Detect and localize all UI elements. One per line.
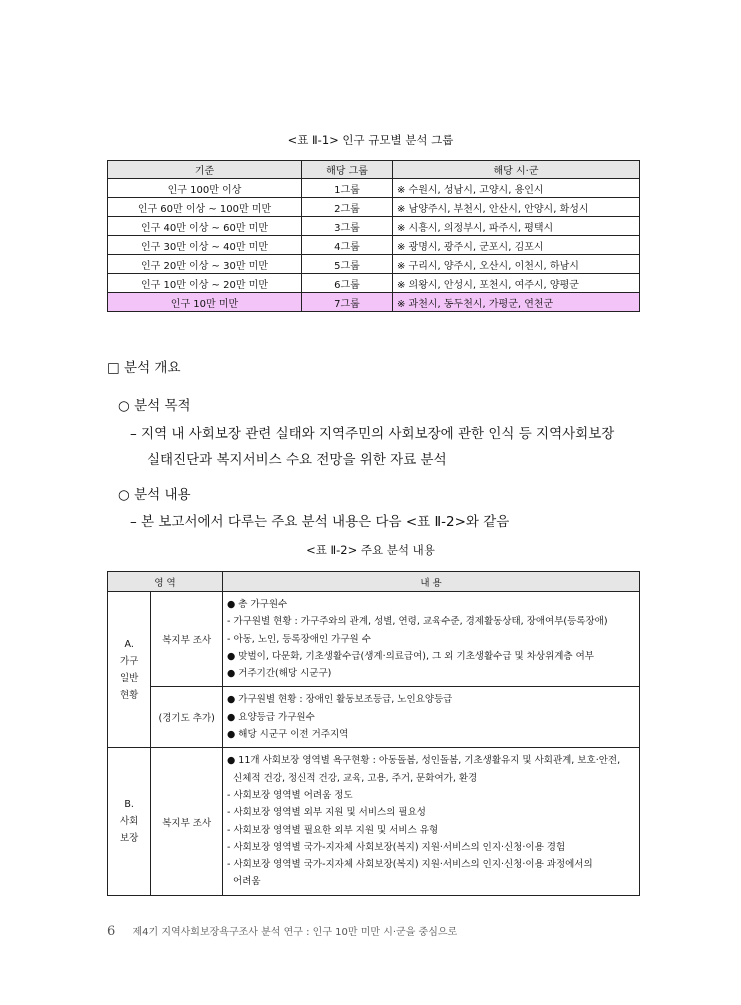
list-item: ● 거주기간(해당 시군구) [227,668,332,680]
footer-text: 제4기 지역사회보장욕구조사 분석 연구 : 인구 10만 미만 시·군을 중심으로 [132,927,458,938]
source-a1: 복지부 조사 [151,592,223,687]
cell-cities: ※ 남양주시, 부천시, 안산시, 안양시, 화성시 [393,198,640,217]
cell-cities: ※ 의왕시, 안성시, 포천시, 여주시, 양평군 [393,274,640,293]
purpose-line-2: 실태진단과 복지서비스 수요 전망을 위한 자료 분석 [147,452,447,468]
list-item: - 사회보장 영역별 외부 지원 및 서비스의 필요성 [227,807,426,819]
source-b: 복지부 조사 [151,748,223,895]
list-item: - 사회보장 영역별 국가-지자체 사회보장(복지) 지원·서비스의 인지·신청·이용 경험 [227,841,566,853]
cell-criteria: 인구 10만 이상 ~ 20만 미만 [108,274,302,293]
table2-caption: <표 Ⅱ-2> 주요 분석 내용 [306,543,435,557]
list-item: ● 가구원별 현황 : 장애인 활동보조등급, 노인요양등급 [227,694,453,706]
list-item: - 가구원별 현황 : 가구주와의 관계, 성별, 연령, 교육수준, 경제활동상태, 장애여부(등록장애) [227,616,608,628]
table-row-highlighted [108,293,640,312]
list-item: ● 요양등급 가구원수 [227,711,315,723]
table-header-row [108,572,640,592]
table-row [108,748,640,895]
cell-group: 7그룹 [302,293,393,312]
cell-criteria: 인구 10만 미만 [108,293,302,312]
analysis-content-table [107,571,640,896]
list-item: - 아동, 노인, 등록장애인 가구원 수 [227,633,371,645]
cell-group: 5그룹 [302,255,393,274]
table-header-row [108,161,640,179]
cell-cities: ※ 과천시, 동두천시, 가평군, 연천군 [393,293,640,312]
content-line-1: – 본 보고서에서 다루는 주요 분석 내용은 다음 <표 Ⅱ-2>와 같음 [130,514,510,530]
items-a1 [223,592,640,687]
table-row [108,687,640,748]
table-row [108,274,640,293]
cell-cities: ※ 수원시, 성남시, 고양시, 용인시 [393,179,640,198]
col-criteria: 기준 [108,161,302,179]
col-cities: 해당 시·군 [393,161,640,179]
cell-criteria: 인구 30만 이상 ~ 40만 미만 [108,236,302,255]
col-group: 해당 그룹 [302,161,393,179]
list-item: 신체적 건강, 정신적 건강, 교육, 고용, 주거, 문화여가, 환경 [227,772,478,784]
list-item: ● 해당 시군구 이전 거주지역 [227,729,349,741]
purpose-title: ○ 분석 목적 [118,398,191,414]
table-row [108,592,640,687]
table-row [108,236,640,255]
list-item: ● 11개 사회보장 영역별 욕구현황 : 아동돌봄, 성인돌봄, 기초생활유지 및 사회관계, 보호·안전, [227,755,621,767]
cell-criteria: 인구 40만 이상 ~ 60만 미만 [108,217,302,236]
page-number: 6 [107,924,116,939]
cell-group: 3그룹 [302,217,393,236]
cell-criteria: 인구 100만 이상 [108,179,302,198]
cell-cities: ※ 구리시, 양주시, 오산시, 이천시, 하남시 [393,255,640,274]
purpose-line-1: – 지역 내 사회보장 관련 실태와 지역주민의 사회보장에 관한 인식 등 지역사회보장 [130,426,615,442]
source-a2: (경기도 추가) [151,687,223,748]
items-b [223,748,640,895]
category-a: A. 가구 일반 현황 [108,592,151,748]
cell-cities: ※ 시흥시, 의정부시, 파주시, 평택시 [393,217,640,236]
list-item: - 사회보장 영역별 어려움 정도 [227,789,353,801]
list-item: - 사회보장 영역별 필요한 외부 지원 및 서비스 유형 [227,824,439,836]
population-group-table [107,160,640,312]
table1-caption: <표 Ⅱ-1> 인구 규모별 분석 그룹 [287,133,454,147]
category-b: B. 사회 보장 [108,748,151,895]
cell-group: 6그룹 [302,274,393,293]
cell-group: 1그룹 [302,179,393,198]
list-item: - 사회보장 영역별 국가-지자체 사회보장(복지) 지원·서비스의 인지·신청·이용 과정에서의 [227,859,593,871]
table-row [108,179,640,198]
col-area: 영 역 [108,572,223,592]
cell-criteria: 인구 60만 이상 ~ 100만 미만 [108,198,302,217]
list-item: ● 맞벌이, 다문화, 기초생활수급(생계·의료급여), 그 외 기초생활수급 및 차상위계층 여부 [227,650,594,662]
section-heading: □ 분석 개요 [107,360,181,376]
cell-criteria: 인구 20만 이상 ~ 30만 미만 [108,255,302,274]
table-row [108,217,640,236]
cell-cities: ※ 광명시, 광주시, 군포시, 김포시 [393,236,640,255]
col-content: 내 용 [223,572,640,592]
items-a2 [223,687,640,748]
table-row [108,255,640,274]
cell-group: 4그룹 [302,236,393,255]
cell-group: 2그룹 [302,198,393,217]
list-item: ● 총 가구원수 [227,599,288,610]
content-title: ○ 분석 내용 [118,487,191,503]
list-item: 어려움 [227,876,261,888]
page-footer [107,923,457,939]
table-row [108,198,640,217]
